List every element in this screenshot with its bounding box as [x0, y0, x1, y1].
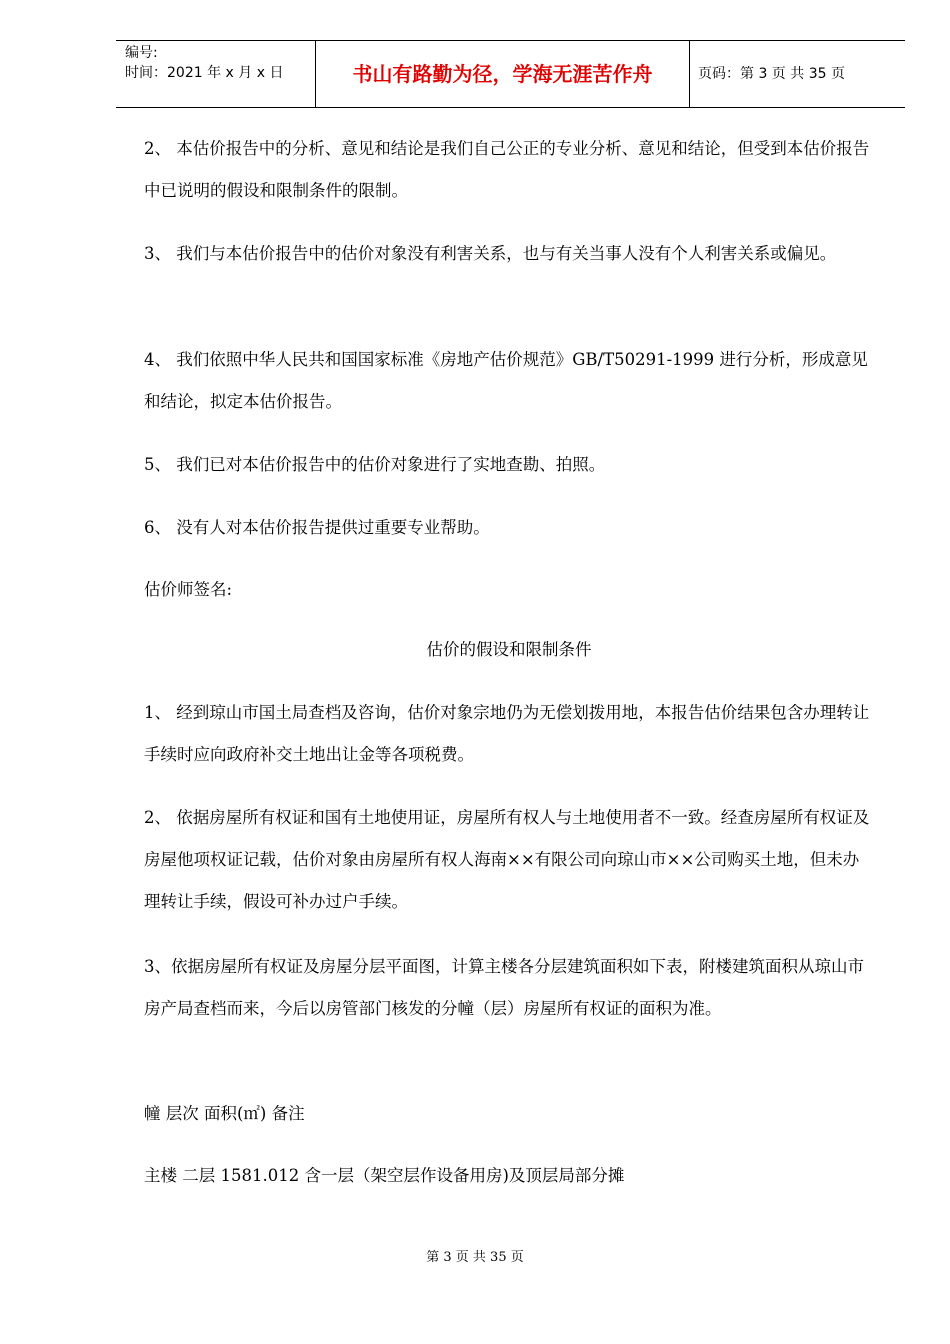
- paragraph: 3、 我们与本估价报告中的估价对象没有利害关系，也与有关当事人没有个人利害关系或偏见。: [144, 244, 837, 263]
- table-header: 幢 层次 面积(㎡) 备注: [144, 1104, 305, 1123]
- section-heading: 估价的假设和限制条件: [426, 640, 592, 659]
- paragraph: 6、 没有人对本估价报告提供过重要专业帮助。: [144, 518, 490, 537]
- paragraph: 2、 本估价报告中的分析、意见和结论是我们自己公正的专业分析、意见和结论，但受到本估价报告中已说明的假设和限制条件的限制。: [144, 139, 870, 200]
- paragraph: 4、 我们依照中华人民共和国国家标准《房地产估价规范》GB/T50291-1999 进行分析，形成意见和结论，拟定本估价报告。: [144, 350, 868, 411]
- page-header: [116, 40, 905, 108]
- paragraph: 5、 我们已对本估价报告中的估价对象进行了实地查勘、拍照。: [144, 455, 606, 474]
- document-number-label: 编号:: [125, 45, 158, 61]
- paragraph: 3、依据房屋所有权证及房屋分层平面图，计算主楼各分层建筑面积如下表，附楼建筑面积从琼山市房产局查档而来，今后以房管部门核发的分幢（层）房屋所有权证的面积为准。: [144, 957, 864, 1018]
- paragraph: 2、 依据房屋所有权证和国有土地使用证，房屋所有权人与土地使用者不一致。经查房屋所有权证及房屋他项权证记载，估价对象由房屋所有权人海南××有限公司向琼山市××公司购买土地，但未办理转让手续，假设可补办过户手续。: [144, 808, 870, 911]
- header-page-info: 页码：第 3 页 共 35 页: [698, 66, 845, 82]
- header-divider: [689, 41, 690, 107]
- table-row: 主楼 二层 1581.012 含一层（架空层作设备用房)及顶层局部分摊: [144, 1166, 625, 1185]
- signature-line: 估价师签名:: [144, 580, 233, 599]
- document-date: 时间：2021 年 x 月 x 日: [125, 65, 284, 81]
- paragraph: 1、 经到琼山市国土局查档及咨询，估价对象宗地仍为无偿划拨用地，本报告估价结果包含办理转让手续时应向政府补交土地出让金等各项税费。: [144, 703, 870, 764]
- page-footer: 第 3 页 共 35 页: [426, 1250, 524, 1265]
- header-meta: [125, 43, 283, 83]
- header-motto: 书山有路勤为径，学海无涯苦作舟: [352, 62, 653, 86]
